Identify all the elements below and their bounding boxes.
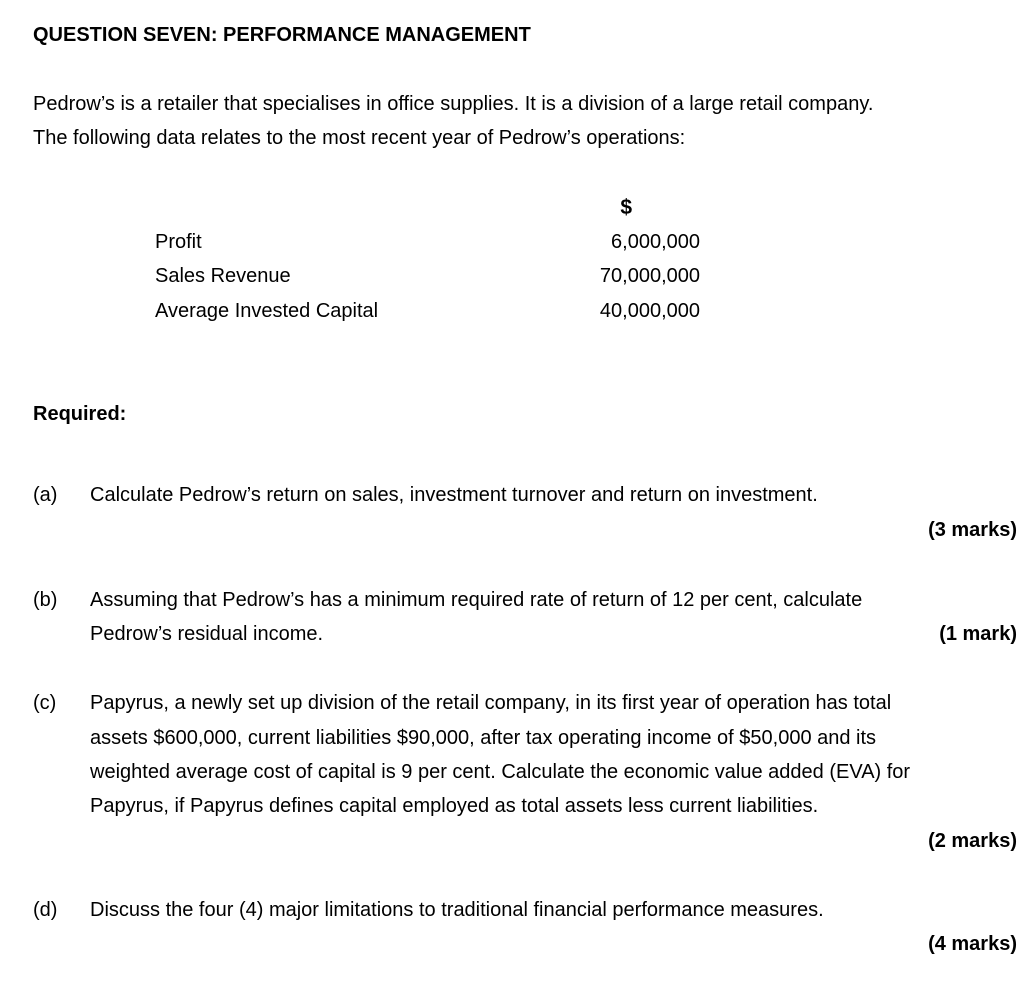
question-d-marks: (4 marks) (928, 933, 1017, 955)
question-b-letter: (b) (33, 589, 58, 611)
question-b-marks: (1 mark) (939, 623, 1017, 645)
question-b-line-2: Pedrow’s residual income. (90, 623, 324, 645)
question-a-line-1: Calculate Pedrow’s return on sales, investment turnover and return on investment. (90, 484, 818, 506)
question-c-line-1: Papyrus, a newly set up division of the retail company, in its first year of operation has total (90, 692, 892, 714)
question-title: QUESTION SEVEN: PERFORMANCE MANAGEMENT (33, 24, 531, 46)
table-row-value-sales-revenue: 70,000,000 (599, 265, 700, 287)
table-row-label-invested-capital: Average Invested Capital (155, 300, 379, 322)
question-c-marks: (2 marks) (928, 830, 1017, 852)
question-c-line-3: weighted average cost of capital is 9 per cent. Calculate the economic value added (EVA) for (90, 761, 911, 783)
intro-line-1: Pedrow’s is a retailer that specialises in office supplies. It is a division of a large retail company. (33, 93, 874, 115)
question-d-letter: (d) (33, 899, 58, 921)
required-heading: Required: (33, 403, 127, 425)
question-b-line-1: Assuming that Pedrow’s has a minimum required rate of return of 12 per cent, calculate (90, 589, 863, 611)
intro-line-2: The following data relates to the most recent year of Pedrow’s operations: (33, 127, 686, 149)
table-row-value-invested-capital: 40,000,000 (599, 300, 700, 322)
question-a-letter: (a) (33, 484, 58, 506)
table-row-label-sales-revenue: Sales Revenue (155, 265, 291, 287)
table-row-value-profit: 6,000,000 (611, 231, 700, 253)
question-c-letter: (c) (33, 692, 57, 714)
question-d-line-1: Discuss the four (4) major limitations to traditional financial performance measures. (90, 899, 824, 921)
table-row-label-profit: Profit (155, 231, 202, 253)
question-c-line-4: Papyrus, if Papyrus defines capital employed as total assets less current liabilities. (90, 795, 819, 817)
question-a-marks: (3 marks) (928, 519, 1017, 541)
question-c-line-2: assets $600,000, current liabilities $90,000, after tax operating income of $50,000 and its (90, 727, 877, 749)
currency-header: $ (620, 196, 632, 219)
